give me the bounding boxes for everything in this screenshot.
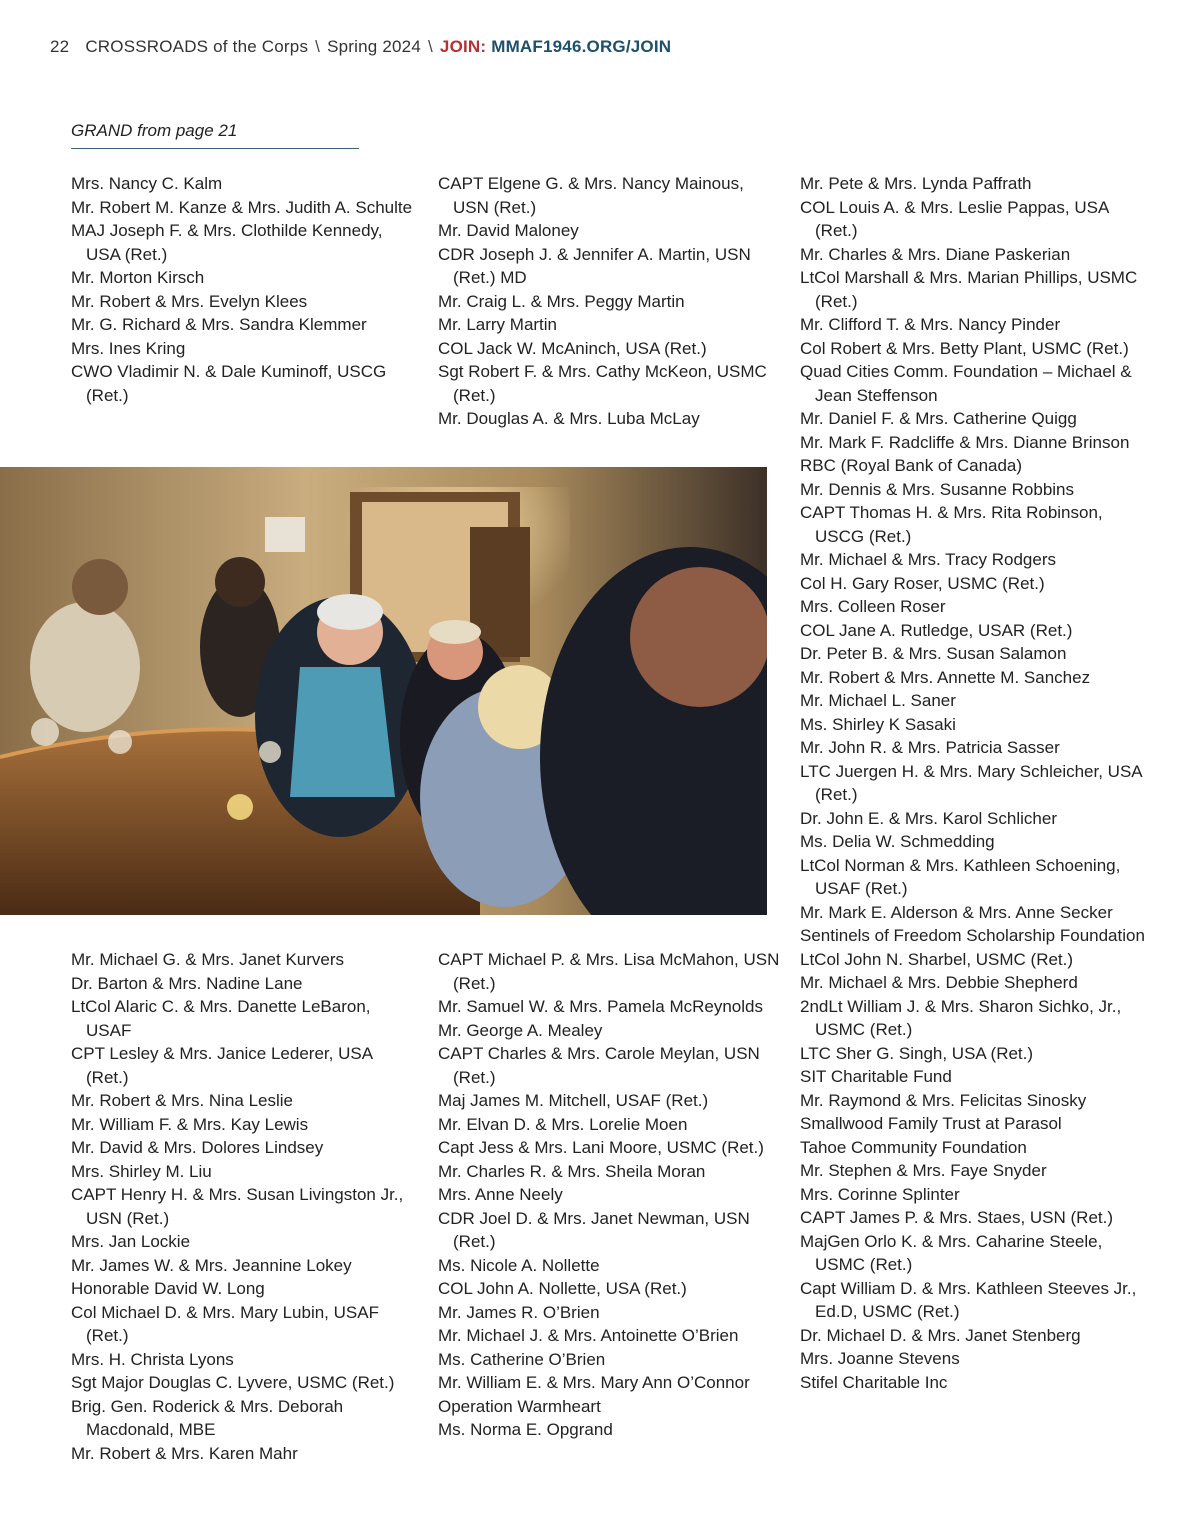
donor-entry: Ms. Delia W. Schmedding xyxy=(800,832,995,851)
donor-entry: CAPT Henry H. & Mrs. Susan Livingston Jr., USN (Ret.) xyxy=(71,1185,404,1228)
donor-entry: Mr. Samuel W. & Mrs. Pamela McReynolds xyxy=(438,997,763,1016)
donor-entry: CAPT Elgene G. & Mrs. Nancy Mainous, USN (Ret.) xyxy=(438,174,744,217)
donor-entry: Mr. Michael & Mrs. Debbie Shepherd xyxy=(800,973,1078,992)
donor-entry: Mr. Robert & Mrs. Nina Leslie xyxy=(71,1091,294,1110)
donor-entry: Honorable David W. Long xyxy=(71,1279,265,1298)
donor-entry: Dr. Peter B. & Mrs. Susan Salamon xyxy=(800,644,1067,663)
donor-entry: Mrs. Shirley M. Liu xyxy=(71,1161,212,1181)
donor-entry: Mr. David Maloney xyxy=(438,221,579,240)
donor-column-1-top xyxy=(71,172,416,407)
donor-entry: Dr. John E. & Mrs. Karol Schlicher xyxy=(800,808,1057,828)
join-url-link[interactable]: MMAF1946.ORG/JOIN xyxy=(491,37,672,56)
donor-entry: CDR Joseph J. & Jennifer A. Martin, USN (Ret.) MD xyxy=(438,244,751,287)
donor-entry: Mr. George A. Mealey xyxy=(438,1020,603,1040)
donor-entry: Dr. Barton & Mrs. Nadine Lane xyxy=(71,973,303,993)
donor-entry: SIT Charitable Fund xyxy=(800,1067,952,1086)
donor-entry: CAPT Charles & Mrs. Carole Meylan, USN (Ret.) xyxy=(438,1044,760,1087)
donor-entry: Sentinels of Freedom Scholarship Foundation xyxy=(800,926,1145,945)
donor-entry: Mr. Craig L. & Mrs. Peggy Martin xyxy=(438,291,685,311)
donor-entry: CAPT Thomas H. & Mrs. Rita Robinson, USCG (Ret.) xyxy=(800,503,1103,546)
donor-entry: MajGen Orlo K. & Mrs. Caharine Steele, USMC (Ret.) xyxy=(800,1231,1103,1274)
donor-entry: Mr. John R. & Mrs. Patricia Sasser xyxy=(800,738,1060,757)
donor-column-2-top xyxy=(438,172,783,431)
header-separator: \ xyxy=(427,37,433,56)
donor-entry: Mr. David & Mrs. Dolores Lindsey xyxy=(71,1138,324,1157)
donor-entry: Mr. Morton Kirsch xyxy=(71,268,205,287)
donor-column-3 xyxy=(800,172,1145,1394)
donor-entry: Mr. Douglas A. & Mrs. Luba McLay xyxy=(438,409,700,428)
donor-entry: Mr. William E. & Mrs. Mary Ann O’Connor xyxy=(438,1373,750,1392)
donor-entry: Mr. Michael J. & Mrs. Antoinette O’Brien xyxy=(438,1326,739,1345)
donor-entry: Mr. Stephen & Mrs. Faye Snyder xyxy=(800,1161,1047,1180)
donor-entry: COL Jack W. McAninch, USA (Ret.) xyxy=(438,338,707,358)
donor-entry: LTC Sher G. Singh, USA (Ret.) xyxy=(800,1043,1034,1063)
donor-entry: Mr. William F. & Mrs. Kay Lewis xyxy=(71,1114,309,1134)
donor-entry: Mr. Robert M. Kanze & Mrs. Judith A. Schulte xyxy=(71,197,413,217)
donor-column-2-bottom xyxy=(438,948,783,1442)
page-number: 22 xyxy=(50,37,70,56)
donor-entry: Ms. Catherine O’Brien xyxy=(438,1349,606,1369)
donor-entry: Mrs. Colleen Roser xyxy=(800,597,946,616)
donor-entry: CAPT Michael P. & Mrs. Lisa McMahon, USN (Ret.) xyxy=(438,950,780,993)
donor-entry: CPT Lesley & Mrs. Janice Lederer, USA (Ret.) xyxy=(71,1044,373,1087)
donor-entry: Mr. Robert & Mrs. Annette M. Sanchez xyxy=(800,667,1091,687)
donor-entry: Mr. Robert & Mrs. Karen Mahr xyxy=(71,1443,298,1463)
running-header xyxy=(50,37,1160,57)
donor-entry: Operation Warmheart xyxy=(438,1396,601,1416)
donor-entry: Mr. Charles & Mrs. Diane Paskerian xyxy=(800,244,1071,264)
donor-entry: Tahoe Community Foundation xyxy=(800,1137,1027,1157)
donor-entry: COL Jane A. Rutledge, USAR (Ret.) xyxy=(800,620,1073,640)
donor-entry: Mr. Elvan D. & Mrs. Lorelie Moen xyxy=(438,1114,688,1134)
issue-label: Spring 2024 xyxy=(327,37,421,56)
donor-entry: Sgt Major Douglas C. Lyvere, USMC (Ret.) xyxy=(71,1373,395,1392)
donor-entry: Mr. James R. O’Brien xyxy=(438,1302,600,1322)
donor-entry: 2ndLt William J. & Mrs. Sharon Sichko, Jr., USMC (Ret.) xyxy=(800,996,1122,1039)
donor-entry: Brig. Gen. Roderick & Mrs. Deborah Macdonald, MBE xyxy=(71,1396,344,1439)
donor-entry: CAPT James P. & Mrs. Staes, USN (Ret.) xyxy=(800,1208,1114,1227)
donor-entry: Stifel Charitable Inc xyxy=(800,1372,948,1392)
donor-entry: Mr. G. Richard & Mrs. Sandra Klemmer xyxy=(71,315,367,334)
donor-entry: Ms. Shirley K Sasaki xyxy=(800,714,956,734)
donor-entry: LtCol John N. Sharbel, USMC (Ret.) xyxy=(800,949,1074,969)
donor-entry: Mr. Michael G. & Mrs. Janet Kurvers xyxy=(71,950,345,969)
donor-entry: Col H. Gary Roser, USMC (Ret.) xyxy=(800,573,1045,593)
donor-entry: Ms. Norma E. Opgrand xyxy=(438,1420,613,1439)
donor-entry: Col Robert & Mrs. Betty Plant, USMC (Ret.) xyxy=(800,338,1129,358)
donor-entry: Mrs. Ines Kring xyxy=(71,338,186,358)
donor-entry: Capt William D. & Mrs. Kathleen Steeves Jr., Ed.D, USMC (Ret.) xyxy=(800,1278,1137,1321)
donor-entry: Mr. Michael L. Saner xyxy=(800,691,956,710)
donor-entry: CDR Joel D. & Mrs. Janet Newman, USN (Ret.) xyxy=(438,1208,750,1251)
donor-entry: Sgt Robert F. & Mrs. Cathy McKeon, USMC (Ret.) xyxy=(438,362,767,405)
donor-entry: Mr. Raymond & Mrs. Felicitas Sinosky xyxy=(800,1090,1087,1110)
donor-entry: LTC Juergen H. & Mrs. Mary Schleicher, USA (Ret.) xyxy=(800,761,1142,804)
donor-column-1-bottom xyxy=(71,948,416,1465)
donor-entry: Mr. James W. & Mrs. Jeannine Lokey xyxy=(71,1255,352,1275)
donor-entry: Mr. Pete & Mrs. Lynda Paffrath xyxy=(800,174,1032,193)
donor-entry: Mrs. Jan Lockie xyxy=(71,1232,191,1251)
donor-entry: COL Louis A. & Mrs. Leslie Pappas, USA (Ret.) xyxy=(800,197,1109,240)
donor-entry: Mr. Michael & Mrs. Tracy Rodgers xyxy=(800,550,1057,569)
donor-entry: Mr. Clifford T. & Mrs. Nancy Pinder xyxy=(800,315,1061,334)
donor-entry: Mr. Mark E. Alderson & Mrs. Anne Secker xyxy=(800,902,1113,922)
donor-entry: LtCol Marshall & Mrs. Marian Phillips, USMC (Ret.) xyxy=(800,268,1138,311)
donor-entry: LtCol Alaric C. & Mrs. Danette LeBaron, USAF xyxy=(71,997,371,1040)
donor-entry: Mrs. Joanne Stevens xyxy=(800,1349,960,1368)
donor-entry: RBC (Royal Bank of Canada) xyxy=(800,456,1023,475)
donor-entry: Mr. Larry Martin xyxy=(438,315,558,334)
donor-entry: Mr. Dennis & Mrs. Susanne Robbins xyxy=(800,479,1075,499)
event-photo xyxy=(0,467,767,915)
header-separator: \ xyxy=(315,37,321,56)
donor-entry: Mr. Daniel F. & Mrs. Catherine Quigg xyxy=(800,409,1077,428)
donor-entry: Dr. Michael D. & Mrs. Janet Stenberg xyxy=(800,1325,1081,1345)
continuation-label: GRAND from page 21 xyxy=(71,121,359,149)
donor-entry: CWO Vladimir N. & Dale Kuminoff, USCG (Ret.) xyxy=(71,362,387,405)
donor-entry: Smallwood Family Trust at Parasol xyxy=(800,1114,1062,1133)
donor-entry: Mrs. Corinne Splinter xyxy=(800,1184,960,1204)
donor-entry: Ms. Nicole A. Nollette xyxy=(438,1255,600,1275)
publication-title: CROSSROADS of the Corps xyxy=(85,37,309,56)
donor-entry: LtCol Norman & Mrs. Kathleen Schoening, USAF (Ret.) xyxy=(800,855,1121,898)
donor-entry: Maj James M. Mitchell, USAF (Ret.) xyxy=(438,1091,709,1110)
event-photo-illustration xyxy=(0,467,767,915)
donor-entry: Quad Cities Comm. Foundation – Michael & Jean Steffenson xyxy=(800,362,1132,405)
donor-entry: MAJ Joseph F. & Mrs. Clothilde Kennedy, USA (Ret.) xyxy=(71,221,383,264)
donor-entry: Mr. Charles R. & Mrs. Sheila Moran xyxy=(438,1161,706,1181)
donor-entry: Mr. Mark F. Radcliffe & Mrs. Dianne Brinson xyxy=(800,432,1130,452)
donor-entry: Mr. Robert & Mrs. Evelyn Klees xyxy=(71,291,308,311)
donor-entry: Capt Jess & Mrs. Lani Moore, USMC (Ret.) xyxy=(438,1138,764,1157)
donor-entry: Mrs. Anne Neely xyxy=(438,1185,563,1204)
join-label: JOIN: xyxy=(439,37,487,56)
donor-entry: Mrs. Nancy C. Kalm xyxy=(71,174,223,193)
donor-entry: Mrs. H. Christa Lyons xyxy=(71,1349,234,1369)
donor-entry: Col Michael D. & Mrs. Mary Lubin, USAF (Ret.) xyxy=(71,1302,379,1345)
donor-entry: COL John A. Nollette, USA (Ret.) xyxy=(438,1279,687,1298)
